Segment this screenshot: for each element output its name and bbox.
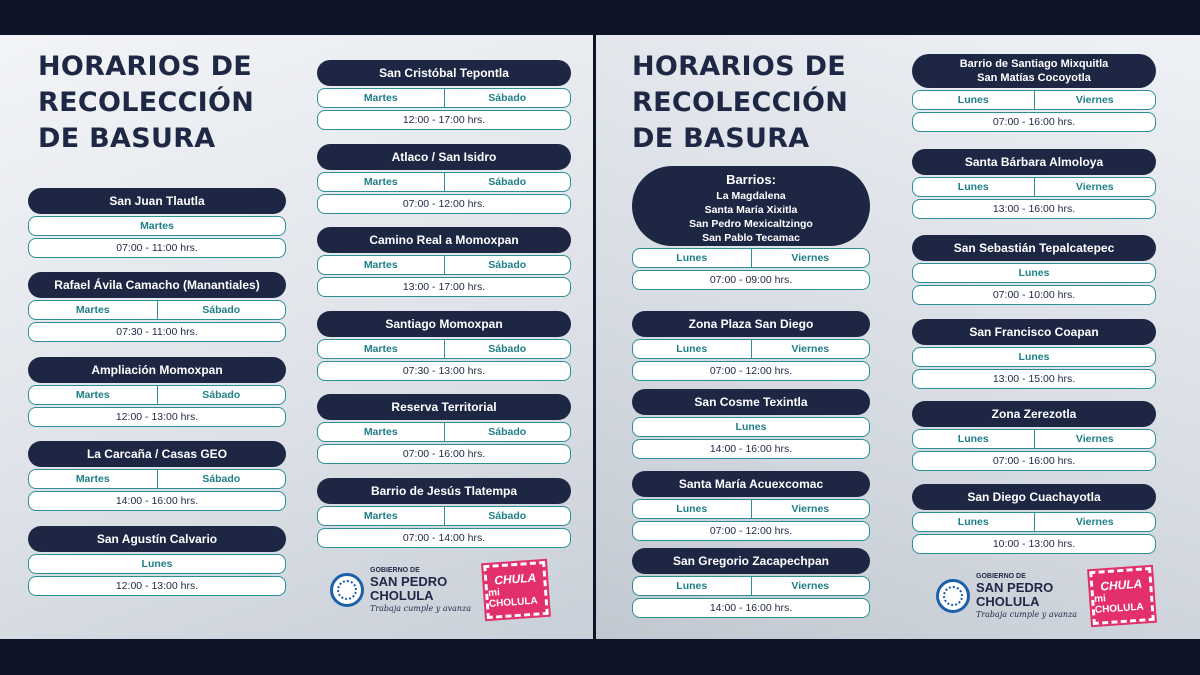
schedule-card [28,272,286,342]
government-logo [370,567,471,614]
day-label: Viernes [751,340,870,358]
hours-row: 14:00 - 16:00 hrs. [28,491,286,511]
zone-name: Santa María Acuexcomac [632,471,870,497]
days-row [632,248,870,268]
schedule-card [912,484,1156,554]
days-row [632,576,870,596]
days-row [317,422,571,442]
hours-row: 07:00 - 16:00 hrs. [317,444,571,464]
hours-row: 12:00 - 17:00 hrs. [317,110,571,130]
gov-name: SAN PEDRO [976,579,1054,595]
hours-row: 07:00 - 10:00 hrs. [912,285,1156,305]
schedule-card [317,227,571,297]
day-label: Lunes [1018,267,1050,279]
hours-row: 13:00 - 16:00 hrs. [912,199,1156,219]
days-row [317,339,571,359]
day-label: Lunes [676,503,708,515]
day-label: Viernes [1034,91,1156,109]
days-row [912,177,1156,197]
day-label: Viernes [751,577,870,595]
zone-name: Santiago Momoxpan [317,311,571,337]
day-label: Lunes [1018,351,1050,363]
schedule-card [317,311,571,381]
days-row [28,554,286,574]
zone-name: Ampliación Momoxpan [28,357,286,383]
hours-row: 14:00 - 16:00 hrs. [632,439,870,459]
days-row [317,172,571,192]
day-label: Martes [363,259,398,271]
day-label: Lunes [957,94,989,106]
day-label: Viernes [1034,178,1156,196]
schedule-card [317,60,571,130]
gov-name: CHOLULA [976,593,1040,609]
day-label: Martes [363,343,398,355]
hours-row: 07:00 - 09:00 hrs. [632,270,870,290]
days-row [28,385,286,405]
days-row [632,417,870,437]
day-label: Lunes [957,181,989,193]
schedule-card [632,471,870,541]
day-label: Lunes [735,421,767,433]
gov-small: GOBIERNO DE [976,572,1026,580]
title-line: HORARIOS DE [632,51,847,82]
schedule-card [28,441,286,511]
hours-row: 07:00 - 12:00 hrs. [317,194,571,214]
day-label: Martes [75,473,110,485]
schedule-card [632,389,870,459]
gov-small: GOBIERNO DE [370,566,420,574]
hours-row: 07:00 - 12:00 hrs. [632,361,870,381]
hours-row: 10:00 - 13:00 hrs. [912,534,1156,554]
day-label: Sábado [444,507,571,525]
barrios-card [632,166,870,290]
day-label: Sábado [444,173,571,191]
days-row [317,255,571,275]
left-poster [0,35,596,639]
schedule-card [912,54,1156,132]
hours-row: 14:00 - 16:00 hrs. [632,598,870,618]
zone-name: Rafael Ávila Camacho (Manantiales) [28,272,286,298]
day-label: Martes [363,176,398,188]
day-label: Lunes [676,252,708,264]
zone-name: Zona Zerezotla [912,401,1156,427]
day-label: Sábado [444,89,571,107]
days-row [28,300,286,320]
branding-logos [330,563,547,617]
day-label: Viernes [1034,430,1156,448]
days-row [632,499,870,519]
day-label: Lunes [676,343,708,355]
hours-row: 07:00 - 14:00 hrs. [317,528,571,548]
day-label: Lunes [676,580,708,592]
title-line: HORARIOS DE [38,51,253,82]
day-label: Martes [75,389,110,401]
schedule-card [632,548,870,618]
stamp-text: mi CHOLULA [487,586,539,610]
zone-name: Santa Bárbara Almoloya [912,149,1156,175]
zone-name: Barrio de Jesús Tlatempa [317,478,571,504]
chula-stamp-logo [1089,567,1155,625]
schedule-card [28,357,286,427]
hours-row: 13:00 - 15:00 hrs. [912,369,1156,389]
days-row [912,263,1156,283]
day-label: Lunes [957,516,989,528]
hours-row: 07:00 - 12:00 hrs. [632,521,870,541]
title-line: DE BASURA [632,123,810,154]
right-poster [596,35,1200,639]
day-label: Martes [363,510,398,522]
hours-row: 07:30 - 11:00 hrs. [28,322,286,342]
zone-name: Zona Plaza San Diego [632,311,870,337]
zone-name: La Carcaña / Casas GEO [28,441,286,467]
zone-name: San Agustín Calvario [28,526,286,552]
branding-logos [936,569,1153,623]
seal-icon [330,573,364,607]
title-line: DE BASURA [38,123,216,154]
schedule-card [317,394,571,464]
hours-row: 07:00 - 11:00 hrs. [28,238,286,258]
schedule-card [912,235,1156,305]
days-row [317,506,571,526]
schedule-card [912,319,1156,389]
zone-name-line: San Matías Cocoyotla [977,72,1091,84]
zone-name: San Cosme Texintla [632,389,870,415]
day-label: Sábado [157,470,286,488]
day-label: Viernes [751,249,870,267]
seal-inner [943,586,963,606]
days-row [28,469,286,489]
zone-name [912,54,1156,88]
day-label: Sábado [157,301,286,319]
hours-row: 07:00 - 16:00 hrs. [912,112,1156,132]
zone-name: Camino Real a Momoxpan [317,227,571,253]
day-label: Viernes [751,500,870,518]
chula-stamp-logo [483,561,549,619]
barrio-name: San Pablo Tecamac [702,232,800,244]
zone-name: San Francisco Coapan [912,319,1156,345]
day-label: Martes [363,92,398,104]
days-row [912,347,1156,367]
day-label: Lunes [957,433,989,445]
barrio-name: Santa María Xixitla [704,204,798,216]
schedule-card [912,401,1156,471]
schedule-card [632,311,870,381]
slogan: Trabaja cumple y avanza [976,609,1078,619]
right-poster-title [632,49,848,157]
zone-name: Atlaco / San Isidro [317,144,571,170]
stamp-text: mi CHOLULA [1093,592,1145,616]
zone-name: San Sebastián Tepalcatepec [912,235,1156,261]
days-row [912,90,1156,110]
day-label: Sábado [444,423,571,441]
day-label: Sábado [444,340,571,358]
gov-name: CHOLULA [370,587,434,603]
seal-inner [337,580,357,600]
zone-name-line: Barrio de Santiago Mixquitla [959,58,1109,70]
days-row [912,512,1156,532]
barrios-heading: Barrios: [726,172,776,187]
day-label: Viernes [1034,513,1156,531]
stamp-text: CHULA [493,570,537,587]
title-line: RECOLECCIÓN [632,87,849,118]
days-row [632,339,870,359]
schedule-card [912,149,1156,219]
hours-row: 12:00 - 13:00 hrs. [28,407,286,427]
title-line: RECOLECCIÓN [38,87,255,118]
slogan: Trabaja cumple y avanza [370,603,472,613]
hours-row: 12:00 - 13:00 hrs. [28,576,286,596]
zone-name: San Gregorio Zacapechpan [632,548,870,574]
gov-name: SAN PEDRO [370,573,448,589]
days-row [912,429,1156,449]
day-label: Lunes [141,558,173,570]
day-label: Sábado [157,386,286,404]
government-logo [976,573,1077,620]
day-label: Martes [75,304,110,316]
day-label: Martes [363,426,398,438]
left-poster-title [38,49,254,157]
days-row [317,88,571,108]
seal-icon [936,579,970,613]
schedule-card [28,526,286,596]
schedule-card [317,478,571,548]
zone-name: San Juan Tlautla [28,188,286,214]
hours-row: 07:30 - 13:00 hrs. [317,361,571,381]
zone-name: Reserva Territorial [317,394,571,420]
barrio-name: San Pedro Mexicaltzingo [689,218,813,230]
schedule-card [317,144,571,214]
barrio-name: La Magdalena [716,190,786,202]
hours-row: 07:00 - 16:00 hrs. [912,451,1156,471]
zone-name: San Diego Cuachayotla [912,484,1156,510]
barrios-list [632,166,870,246]
schedule-card [28,188,286,258]
day-label: Sábado [444,256,571,274]
hours-row: 13:00 - 17:00 hrs. [317,277,571,297]
day-label: Martes [140,220,174,232]
zone-name: San Cristóbal Tepontla [317,60,571,86]
stamp-text: CHULA [1099,576,1143,593]
days-row [28,216,286,236]
